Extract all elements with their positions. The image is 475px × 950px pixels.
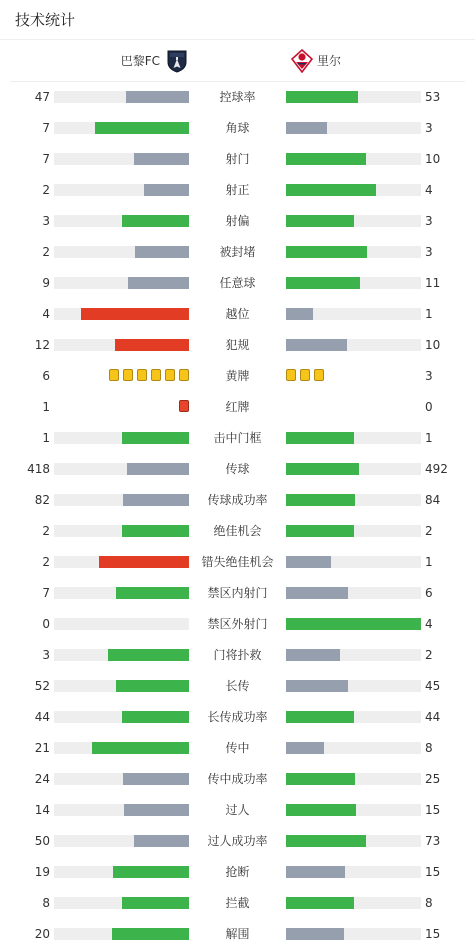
stat-row <box>0 453 475 484</box>
away-value: 0 <box>425 400 433 414</box>
away-value: 8 <box>425 741 433 755</box>
home-bar-track <box>54 804 189 816</box>
away-value: 10 <box>425 152 441 166</box>
home-value: 21 <box>34 741 50 755</box>
stat-row <box>0 81 475 112</box>
home-value: 24 <box>34 772 50 786</box>
stat-label: 解围 <box>225 927 250 941</box>
away-value: 84 <box>425 493 441 507</box>
home-bar-track <box>54 122 189 134</box>
stat-label: 长传 <box>225 679 250 693</box>
home-bar-track <box>54 742 189 754</box>
away-bar <box>286 184 376 196</box>
away-bar-track <box>286 866 421 878</box>
home-value: 2 <box>42 555 50 569</box>
home-bar <box>122 711 190 723</box>
home-bar-track <box>54 525 189 537</box>
away-bar <box>286 742 324 754</box>
teams-header <box>10 41 465 82</box>
home-bar <box>122 215 190 227</box>
away-bar-track <box>286 835 421 847</box>
stat-row <box>0 918 475 949</box>
yellow-card-icon <box>137 369 147 381</box>
away-bar-track <box>286 463 421 475</box>
yellow-card-icon <box>123 369 133 381</box>
yellow-card-icon <box>286 369 296 381</box>
away-bar <box>286 246 367 258</box>
home-bar-track <box>54 91 189 103</box>
home-value: 3 <box>42 648 50 662</box>
home-value: 6 <box>42 369 50 383</box>
home-bar <box>116 587 189 599</box>
home-bar <box>122 897 190 909</box>
home-bar <box>112 928 189 940</box>
away-bar <box>286 122 327 134</box>
away-bar-track <box>286 308 421 320</box>
home-bar-track <box>54 556 189 568</box>
stat-row <box>0 639 475 670</box>
away-bar-track <box>286 711 421 723</box>
home-value: 4 <box>42 307 50 321</box>
away-bar-track <box>286 618 421 630</box>
stat-row <box>0 577 475 608</box>
home-value: 44 <box>34 710 50 724</box>
yellow-card-icon <box>179 369 189 381</box>
home-bar-track <box>54 463 189 475</box>
home-bar <box>123 494 189 506</box>
away-value: 73 <box>425 834 441 848</box>
home-bar-track <box>54 184 189 196</box>
away-bar <box>286 215 354 227</box>
stat-label: 射门 <box>225 152 250 166</box>
home-bar-track <box>54 711 189 723</box>
away-value: 2 <box>425 648 433 662</box>
stat-row <box>0 701 475 732</box>
home-bar-track <box>54 773 189 785</box>
home-value: 2 <box>42 245 50 259</box>
stat-label: 角球 <box>225 121 250 135</box>
away-value: 15 <box>425 803 441 817</box>
stat-label: 传球成功率 <box>207 493 268 507</box>
stat-label: 抢断 <box>225 865 250 879</box>
home-red-cards <box>179 400 189 413</box>
away-value: 45 <box>425 679 441 693</box>
away-bar <box>286 556 331 568</box>
stat-label: 禁区外射门 <box>207 617 268 631</box>
home-bar-track <box>54 835 189 847</box>
home-bar <box>122 432 190 444</box>
home-bar-track <box>54 649 189 661</box>
home-bar <box>135 246 189 258</box>
stat-label: 过人 <box>225 803 250 817</box>
away-bar <box>286 339 347 351</box>
yellow-card-icon <box>300 369 310 381</box>
home-bar <box>99 556 189 568</box>
away-value: 3 <box>425 121 433 135</box>
away-value: 6 <box>425 586 433 600</box>
away-value: 2 <box>425 524 433 538</box>
stat-label: 禁区内射门 <box>207 586 268 600</box>
stat-label: 过人成功率 <box>207 834 268 848</box>
home-value: 82 <box>34 493 50 507</box>
away-bar <box>286 649 340 661</box>
away-bar-track <box>286 339 421 351</box>
home-bar-track <box>54 432 189 444</box>
away-bar <box>286 277 360 289</box>
home-team[interactable] <box>121 49 188 73</box>
home-bar-track <box>54 153 189 165</box>
home-bar-track <box>54 308 189 320</box>
stat-label: 射偏 <box>225 214 250 228</box>
home-bar <box>134 153 189 165</box>
away-bar <box>286 680 348 692</box>
stat-label: 被封堵 <box>219 245 256 259</box>
away-bar-track <box>286 184 421 196</box>
away-bar-track <box>286 122 421 134</box>
home-value: 3 <box>42 214 50 228</box>
home-bar-track <box>54 587 189 599</box>
yellow-card-icon <box>314 369 324 381</box>
stat-row <box>0 484 475 515</box>
stat-row <box>0 267 475 298</box>
home-value: 1 <box>42 431 50 445</box>
stat-label: 拦截 <box>225 896 250 910</box>
away-bar-track <box>286 91 421 103</box>
page-title: 技术统计 <box>15 11 76 29</box>
stat-row <box>0 329 475 360</box>
stat-row <box>0 236 475 267</box>
home-bar <box>92 742 189 754</box>
away-team-name: 里尔 <box>317 54 342 68</box>
stat-label: 绝佳机会 <box>213 524 262 538</box>
away-bar <box>286 928 344 940</box>
away-bar <box>286 866 345 878</box>
stat-label: 门将扑救 <box>213 648 262 662</box>
yellow-card-icon <box>151 369 161 381</box>
home-bar-track <box>54 494 189 506</box>
home-bar <box>128 277 189 289</box>
home-bar <box>81 308 189 320</box>
paris-fc-crest-icon <box>166 49 188 73</box>
away-bar-track <box>286 587 421 599</box>
away-bar-track <box>286 804 421 816</box>
away-bar <box>286 773 355 785</box>
away-value: 15 <box>425 927 441 941</box>
home-bar-track <box>54 215 189 227</box>
stat-label: 红牌 <box>225 400 250 414</box>
stat-label: 击中门框 <box>213 431 262 445</box>
away-bar-track <box>286 680 421 692</box>
home-value: 9 <box>42 276 50 290</box>
home-value: 19 <box>34 865 50 879</box>
stat-row <box>0 112 475 143</box>
away-bar <box>286 308 313 320</box>
stat-label: 越位 <box>225 307 250 321</box>
stat-row <box>0 608 475 639</box>
away-value: 25 <box>425 772 441 786</box>
stat-row <box>0 391 475 422</box>
stat-label: 传球 <box>225 462 250 476</box>
home-value: 7 <box>42 586 50 600</box>
stat-label: 任意球 <box>219 276 256 290</box>
away-value: 492 <box>425 462 448 476</box>
away-value: 53 <box>425 90 441 104</box>
home-bar <box>127 463 189 475</box>
away-bar-track <box>286 153 421 165</box>
stat-row <box>0 887 475 918</box>
home-bar <box>113 866 189 878</box>
home-value: 1 <box>42 400 50 414</box>
away-bar-track <box>286 215 421 227</box>
home-bar-track <box>54 928 189 940</box>
stat-label: 黄牌 <box>225 369 250 383</box>
home-value: 8 <box>42 896 50 910</box>
home-value: 2 <box>42 183 50 197</box>
stat-label: 控球率 <box>219 90 256 104</box>
stats-list <box>0 81 475 949</box>
away-bar <box>286 91 358 103</box>
away-bar <box>286 897 354 909</box>
home-team-name: 巴黎FC <box>120 54 160 68</box>
away-yellow-cards <box>286 369 324 382</box>
away-team[interactable] <box>291 49 341 73</box>
stat-label: 错失绝佳机会 <box>201 555 274 569</box>
away-bar <box>286 804 356 816</box>
away-bar-track <box>286 277 421 289</box>
away-bar <box>286 494 355 506</box>
stat-row <box>0 825 475 856</box>
away-value: 1 <box>425 431 433 445</box>
away-value: 1 <box>425 307 433 321</box>
lille-crest-icon <box>291 49 313 73</box>
stat-row <box>0 515 475 546</box>
away-bar-track <box>286 649 421 661</box>
away-value: 3 <box>425 214 433 228</box>
home-bar <box>124 804 189 816</box>
stat-row <box>0 794 475 825</box>
home-value: 14 <box>34 803 50 817</box>
away-value: 1 <box>425 555 433 569</box>
home-value: 2 <box>42 524 50 538</box>
home-value: 0 <box>42 617 50 631</box>
home-bar <box>122 525 190 537</box>
home-bar-track <box>54 339 189 351</box>
home-bar-track <box>54 680 189 692</box>
away-bar-track <box>286 432 421 444</box>
away-bar <box>286 618 421 630</box>
away-bar <box>286 587 348 599</box>
away-value: 4 <box>425 617 433 631</box>
home-bar-track <box>54 897 189 909</box>
stat-label: 长传成功率 <box>207 710 268 724</box>
away-value: 8 <box>425 896 433 910</box>
yellow-card-icon <box>165 369 175 381</box>
home-bar-track <box>54 246 189 258</box>
away-bar-track <box>286 525 421 537</box>
away-value: 11 <box>425 276 441 290</box>
stat-row <box>0 732 475 763</box>
away-value: 4 <box>425 183 433 197</box>
yellow-card-icon <box>109 369 119 381</box>
home-bar <box>134 835 189 847</box>
home-bar <box>108 649 189 661</box>
home-value: 12 <box>34 338 50 352</box>
stat-row <box>0 143 475 174</box>
home-bar <box>115 339 189 351</box>
away-value: 15 <box>425 865 441 879</box>
away-bar-track <box>286 494 421 506</box>
stat-row <box>0 856 475 887</box>
away-bar-track <box>286 773 421 785</box>
stat-row <box>0 422 475 453</box>
home-bar-track <box>54 277 189 289</box>
home-bar-track <box>54 618 189 630</box>
red-card-icon <box>179 400 189 412</box>
home-value: 7 <box>42 152 50 166</box>
stat-row <box>0 205 475 236</box>
home-value: 47 <box>34 90 50 104</box>
home-bar <box>126 91 189 103</box>
away-value: 10 <box>425 338 441 352</box>
stat-row <box>0 174 475 205</box>
away-bar <box>286 432 354 444</box>
home-value: 52 <box>34 679 50 693</box>
home-yellow-cards <box>109 369 189 382</box>
home-value: 7 <box>42 121 50 135</box>
stat-label: 射正 <box>225 183 250 197</box>
home-value: 418 <box>27 462 50 476</box>
home-bar <box>116 680 189 692</box>
stat-label: 犯规 <box>225 338 250 352</box>
away-bar-track <box>286 928 421 940</box>
home-bar <box>144 184 189 196</box>
home-bar-track <box>54 866 189 878</box>
home-value: 50 <box>34 834 50 848</box>
away-bar <box>286 525 354 537</box>
page-header <box>0 0 475 40</box>
away-bar-track <box>286 556 421 568</box>
away-value: 3 <box>425 369 433 383</box>
stat-label: 传中成功率 <box>207 772 268 786</box>
stat-label: 传中 <box>225 741 250 755</box>
away-value: 3 <box>425 245 433 259</box>
stat-row <box>0 298 475 329</box>
away-bar <box>286 463 359 475</box>
away-bar <box>286 835 366 847</box>
away-value: 44 <box>425 710 441 724</box>
stat-row <box>0 360 475 391</box>
home-bar <box>95 122 190 134</box>
away-bar-track <box>286 897 421 909</box>
stat-row <box>0 670 475 701</box>
away-bar <box>286 153 366 165</box>
home-bar <box>123 773 189 785</box>
away-bar-track <box>286 246 421 258</box>
away-bar-track <box>286 742 421 754</box>
stat-row <box>0 763 475 794</box>
stat-row <box>0 546 475 577</box>
away-bar <box>286 711 354 723</box>
home-value: 20 <box>34 927 50 941</box>
